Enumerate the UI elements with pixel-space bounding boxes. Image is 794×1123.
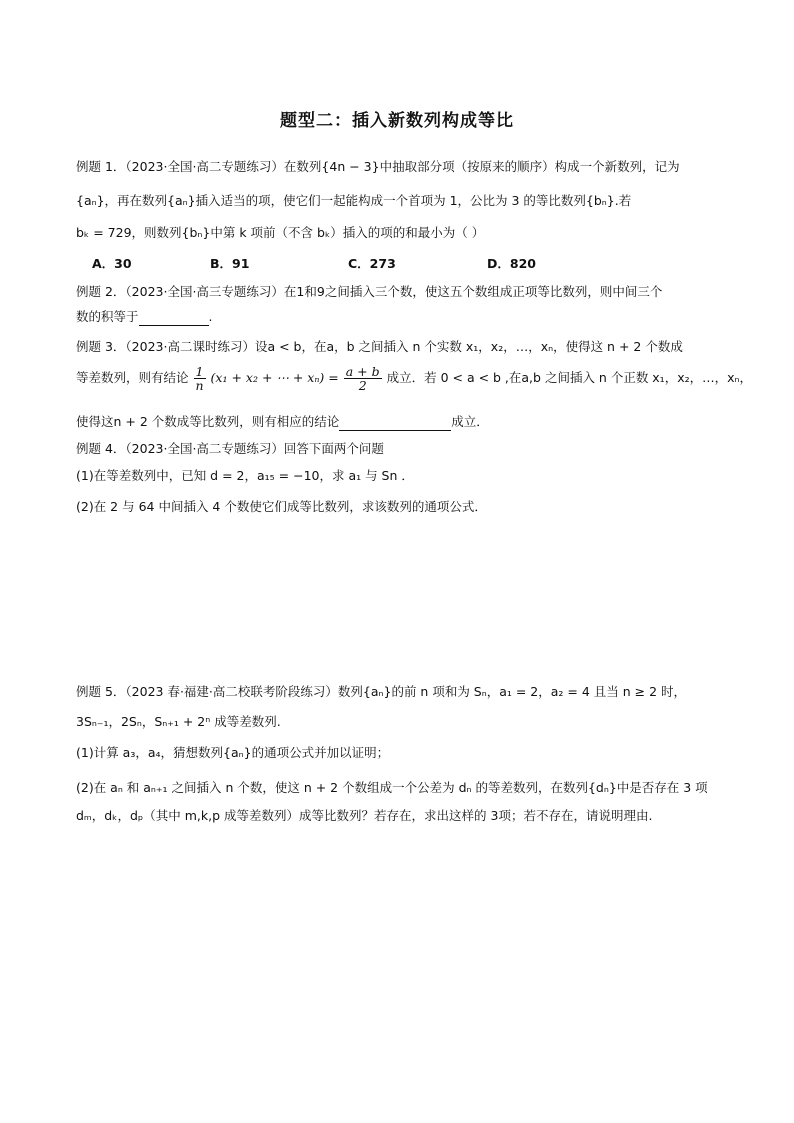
answer-blank [339,430,451,431]
example-5-line-1: 例题 5．（2023 春·福建·高二校联考阶段练习）数列{aₙ}的前 n 项和为 Sₙ，a₁ = 2，a₂ = 4 且当 n ≥ 2 时， [76,684,687,699]
example-3-sum: (x₁ + x₂ + ⋯ + xₙ) = [210,370,339,385]
example-2-line-2: 数的积等于 . [76,309,213,324]
fraction-denominator: 2 [358,378,367,393]
example-3-line-3 [76,413,726,431]
example-3-text-c: 使得这n + 2 个数成等比数列，则有相应的结论 [76,414,340,429]
page-title: 题型二：插入新数列构成等比 [280,111,514,131]
example-3-text-a: 等差数列，则有结论 [76,370,189,385]
example-3-line-1: 例题 3．（2023·高二课时练习）设a < b，在a，b 之间插入 n 个实数 x₁，x₂，…，xₙ，使得这 n + 2 个数成 [76,339,683,354]
example-3-text-d: 成立． [451,414,489,429]
option-c: C．273 [348,256,396,271]
example-4-line-3: (2)在 2 与 64 中间插入 4 个数使它们成等比数列，求该数列的通项公式． [76,499,487,514]
fraction-numerator: 1 [194,365,206,379]
example-2-line-1: 例题 2．（2023·全国·高三专题练习）在1和9之间插入三个数，使这五个数组成正项等比数列，则中间三个 [76,284,663,299]
example-2-text: 数的积等于 [76,309,139,324]
example-5-line-5: dₘ，dₖ，dₚ（其中 m,k,p 成等差数列）成等比数列？若存在，求出这样的 3项；若不存在，请说明理由. [76,808,653,823]
example-5-line-2: 3Sₙ₋₁，2Sₙ，Sₙ₊₁ + 2ⁿ 成等差数列. [76,714,281,729]
example-4-line-1: 例题 4．（2023·全国·高二专题练习）回答下面两个问题 [76,441,384,456]
answer-blank [139,325,209,326]
example-1-line-2: {aₙ}，再在数列{aₙ}插入适当的项，使它们一起能构成一个首项为 1，公比为 3 的等比数列{bₙ}.若 [76,193,632,208]
example-5-line-3: (1)计算 a₃，a₄，猜想数列{aₙ}的通项公式并加以证明； [76,745,390,760]
example-4-line-2: (1)在等差数列中，已知 d = 2，a₁₅ = −10，求 a₁ 与 Sn ． [76,468,414,483]
example-3-text-b: 成立．若 0 < a < b ,在a,b 之间插入 n 个正数 x₁，x₂，…，xₙ， [386,370,752,385]
example-1-line-1: 例题 1．（2023·全国·高二专题练习）在数列{4n − 3}中抽取部分项（按原来的顺序）构成一个新数列，记为 [76,159,680,174]
fraction-numerator: a + b [345,364,380,379]
option-d: D．820 [487,256,536,271]
fraction-a-plus-b-over-2 [344,365,382,392]
option-b: B．91 [210,256,250,271]
example-5-line-4: (2)在 aₙ 和 aₙ₊₁ 之间插入 n 个数，使这 n + 2 个数组成一个公差为 dₙ 的等差数列，在数列{dₙ}中是否存在 3 项 [76,780,708,795]
example-3-line-2 [76,364,752,393]
fraction-one-over-n [194,365,206,392]
fraction-denominator: n [195,378,204,393]
option-a: A．30 [92,256,132,271]
example-1-line-3: bₖ = 729，则数列{bₙ}中第 k 项前（不含 bₖ）插入的项的和最小为（ ） [76,225,485,240]
